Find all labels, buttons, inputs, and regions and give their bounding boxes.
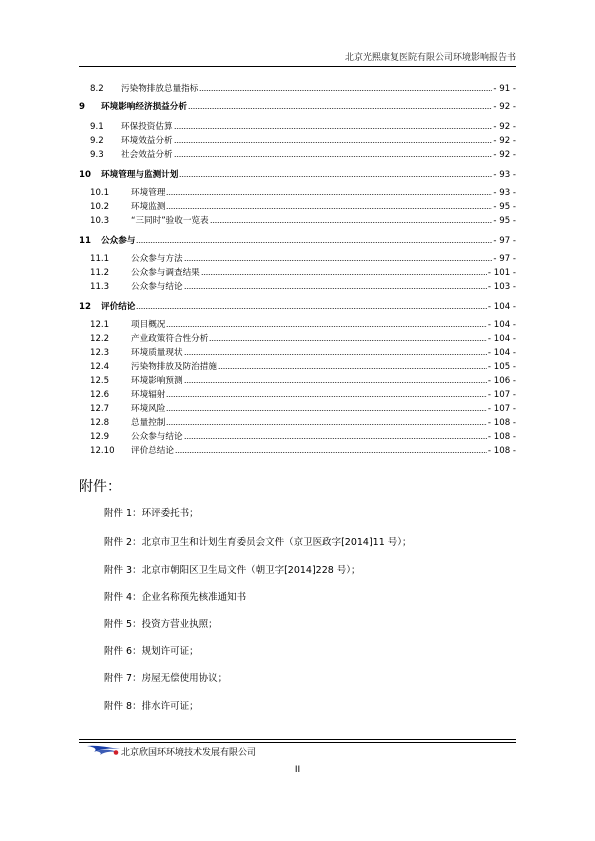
- toc-entry-title: 环保投资估算: [121, 122, 173, 132]
- toc-entry[interactable]: [79, 100, 516, 112]
- toc-entry[interactable]: [79, 266, 516, 278]
- toc-entry-number: 10: [79, 170, 91, 180]
- toc-entry-number: 12.5: [90, 376, 110, 386]
- toc-entry-title: 公众参与: [101, 236, 136, 246]
- toc-entry-number: 11.1: [90, 254, 110, 264]
- running-header: 北京光熙康复医院有限公司环境影响报告书: [344, 53, 516, 63]
- toc-entry[interactable]: [79, 318, 516, 330]
- toc-entry[interactable]: [79, 332, 516, 344]
- toc-entry-title: 环境效益分析: [121, 136, 173, 146]
- toc-entry-number: 12.3: [90, 348, 110, 358]
- toc-entry[interactable]: [79, 374, 516, 386]
- toc-dot-leader: [209, 339, 487, 342]
- toc-entry-number: 11: [79, 236, 91, 246]
- toc-entry-title: 环境管理与监测计划: [101, 170, 179, 180]
- toc-entry-title: 环境质量现状: [131, 348, 183, 358]
- toc-dot-leader: [166, 325, 487, 328]
- toc-entry[interactable]: [79, 360, 516, 372]
- toc-entry[interactable]: [79, 346, 516, 358]
- toc-entry-number: 12.4: [90, 362, 110, 372]
- toc-entry-number: 9.1: [90, 122, 104, 132]
- toc-dot-leader: [184, 437, 487, 440]
- toc-entry[interactable]: [79, 252, 516, 264]
- toc-entry-page: - 92 -: [493, 102, 516, 112]
- toc-dot-leader: [166, 193, 492, 196]
- toc-entry-page: - 104 -: [487, 320, 516, 330]
- toc-entry-page: - 104 -: [487, 348, 516, 358]
- toc-dot-leader: [218, 367, 487, 370]
- toc-entry[interactable]: [79, 120, 516, 132]
- company-logo-icon: [86, 743, 122, 757]
- toc-entry-page: - 93 -: [493, 188, 516, 198]
- toc-entry-number: 12.10: [90, 446, 115, 456]
- toc-entry-page: - 108 -: [487, 432, 516, 442]
- toc-entry-title: 环境影响经济损益分析: [101, 102, 187, 112]
- toc-entry-title: 产业政策符合性分析: [131, 334, 209, 344]
- toc-entry[interactable]: [79, 402, 516, 414]
- toc-dot-leader: [188, 107, 492, 110]
- toc-entry[interactable]: [79, 134, 516, 146]
- toc-entry-number: 12.8: [90, 418, 110, 428]
- toc-entry-number: 12.7: [90, 404, 110, 414]
- toc-entry-page: - 92 -: [493, 136, 516, 146]
- toc-entry-page: - 107 -: [487, 390, 516, 400]
- toc-entry-title: 社会效益分析: [121, 150, 173, 160]
- toc-entry-page: - 97 -: [493, 236, 516, 246]
- toc-entry[interactable]: [79, 300, 516, 312]
- toc-dot-leader: [166, 409, 487, 412]
- toc-entry-number: 8.2: [90, 84, 104, 94]
- toc-entry-title: 环境影响预测: [131, 376, 183, 386]
- toc-dot-leader: [174, 155, 493, 158]
- toc-entry-number: 12.2: [90, 334, 110, 344]
- toc-entry[interactable]: [79, 168, 516, 180]
- appendix-item: 附件 7：房屋无偿使用协议；: [104, 673, 228, 684]
- toc-entry[interactable]: [79, 200, 516, 212]
- toc-entry-title: 公众参与结论: [131, 282, 183, 292]
- toc-dot-leader: [184, 259, 493, 262]
- toc-entry[interactable]: [79, 214, 516, 226]
- toc-entry-page: - 108 -: [487, 446, 516, 456]
- toc-entry-title: 评价结论: [101, 302, 136, 312]
- toc-entry-number: 10.3: [90, 216, 110, 226]
- toc-entry-title: 环境管理: [131, 188, 166, 198]
- footer-rule: [79, 739, 516, 740]
- toc-entry-title: 项目概况: [131, 320, 166, 330]
- toc-entry[interactable]: [79, 444, 516, 456]
- toc-entry[interactable]: [79, 234, 516, 246]
- appendix-item: 附件 6：规划许可证；: [104, 646, 199, 657]
- toc-entry-title: 总量控制: [131, 418, 166, 428]
- toc-entry-page: - 104 -: [487, 334, 516, 344]
- toc-dot-leader: [184, 353, 487, 356]
- toc-entry[interactable]: [79, 430, 516, 442]
- toc-entry-title: 环境辐射: [131, 390, 166, 400]
- toc-entry-page: - 93 -: [493, 170, 516, 180]
- toc-entry-number: 12.1: [90, 320, 110, 330]
- footer-rule-thin: [79, 742, 516, 743]
- toc-entry-page: - 103 -: [487, 282, 516, 292]
- toc-entry-page: - 108 -: [487, 418, 516, 428]
- toc-dot-leader: [175, 451, 487, 454]
- toc-entry[interactable]: [79, 388, 516, 400]
- toc-entry-number: 9: [79, 102, 85, 112]
- toc-entry-title: 污染物排放总量指标: [121, 84, 199, 94]
- toc-entry[interactable]: [79, 82, 516, 94]
- toc-entry-page: - 92 -: [493, 150, 516, 160]
- toc-entry[interactable]: [79, 186, 516, 198]
- toc-entry-number: 11.2: [90, 268, 110, 278]
- toc-dot-leader: [166, 395, 487, 398]
- toc-entry-page: - 97 -: [493, 254, 516, 264]
- toc-entry-page: - 95 -: [493, 216, 516, 226]
- appendix-item: 附件 5：投资方营业执照；: [104, 619, 218, 630]
- toc-entry-page: - 105 -: [487, 362, 516, 372]
- toc-entry-title: 公众参与方法: [131, 254, 183, 264]
- toc-entry-page: - 101 -: [487, 268, 516, 278]
- toc-entry-number: 11.3: [90, 282, 110, 292]
- toc-entry-page: - 91 -: [493, 84, 516, 94]
- toc-entry-number: 9.3: [90, 150, 104, 160]
- toc-entry-number: 12: [79, 302, 91, 312]
- toc-entry-page: - 104 -: [487, 302, 516, 312]
- toc-entry-page: - 95 -: [493, 202, 516, 212]
- toc-dot-leader: [136, 307, 487, 310]
- toc-entry-title: 污染物排放及防治措施: [131, 362, 217, 372]
- appendix-item: 附件 8：排水许可证；: [104, 701, 199, 712]
- toc-entry-number: 10.2: [90, 202, 110, 212]
- toc-entry-title: 环境监测: [131, 202, 166, 212]
- toc-dot-leader: [199, 89, 492, 92]
- toc-entry-title: 公众参与调查结果: [131, 268, 200, 278]
- appendix-title: 附件：: [79, 479, 121, 495]
- toc-dot-leader: [136, 241, 492, 244]
- toc-dot-leader: [210, 221, 493, 224]
- toc-entry-page: - 107 -: [487, 404, 516, 414]
- appendix-item: 附件 1：环评委托书；: [104, 508, 199, 519]
- footer-company-name: 北京欣国环环境技术发展有限公司: [121, 748, 257, 758]
- toc-entry-page: - 106 -: [487, 376, 516, 386]
- toc-dot-leader: [174, 127, 493, 130]
- toc-entry-number: 12.6: [90, 390, 110, 400]
- toc-dot-leader: [174, 141, 493, 144]
- toc-entry[interactable]: [79, 280, 516, 292]
- toc-dot-leader: [179, 175, 492, 178]
- toc-entry-title: 公众参与结论: [131, 432, 183, 442]
- toc-entry-title: 评价总结论: [131, 446, 174, 456]
- toc-dot-leader: [184, 287, 487, 290]
- toc-entry-number: 9.2: [90, 136, 104, 146]
- toc-dot-leader: [166, 423, 487, 426]
- toc-dot-leader: [201, 273, 487, 276]
- toc-entry-number: 10.1: [90, 188, 110, 198]
- toc-entry-page: - 92 -: [493, 122, 516, 132]
- header-rule: [79, 66, 516, 67]
- appendix-item: 附件 2：北京市卫生和计划生育委员会文件（京卫医政字[2014]11 号）；: [104, 537, 412, 548]
- toc-dot-leader: [166, 207, 492, 210]
- appendix-item: 附件 3：北京市朝阳区卫生局文件（朝卫字[2014]228 号）；: [104, 565, 361, 576]
- toc-dot-leader: [184, 381, 487, 384]
- toc-entry-title: “三同时”验收一览表: [131, 216, 209, 226]
- appendix-item: 附件 4：企业名称预先核准通知书: [104, 592, 247, 603]
- toc-entry-title: 环境风险: [131, 404, 166, 414]
- toc-entry[interactable]: [79, 416, 516, 428]
- toc-entry[interactable]: [79, 148, 516, 160]
- page-number: II: [294, 765, 301, 775]
- toc-entry-number: 12.9: [90, 432, 110, 442]
